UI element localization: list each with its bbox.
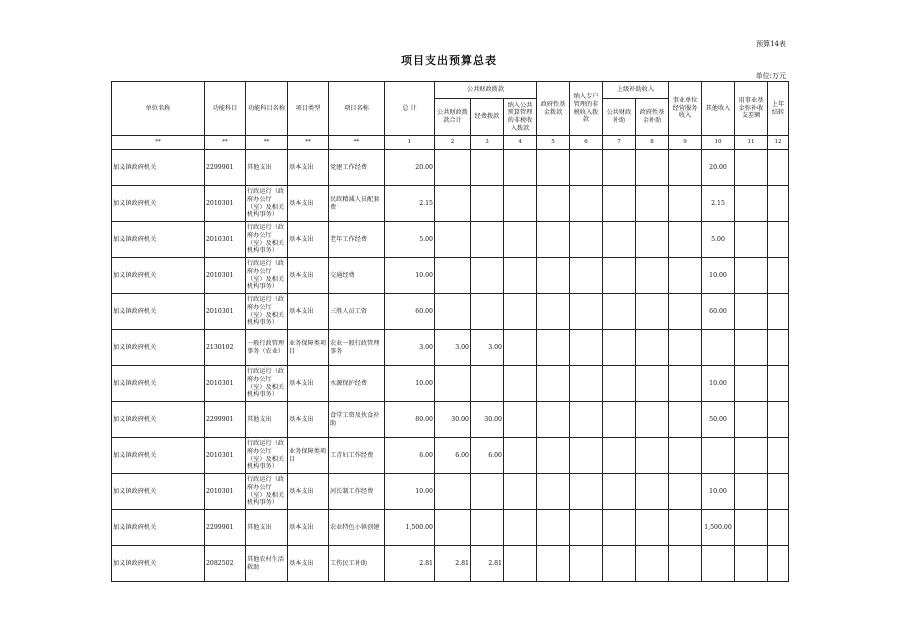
cell-special-mgmt — [570, 474, 603, 510]
cell-service-income — [669, 438, 702, 474]
cell-func-code: 2299901 — [205, 510, 246, 546]
cell-special-mgmt — [570, 186, 603, 222]
cell-total: 3.00 — [385, 330, 435, 366]
cell-func-name: 行政运行（政府办公厅（室）及相关机构事务） — [246, 474, 288, 510]
cell-upper-public — [603, 438, 636, 474]
cell-carryover — [768, 546, 789, 582]
cell-other-income — [702, 546, 735, 582]
cell-career-fund — [735, 402, 768, 438]
cell-func-code: 2299901 — [205, 150, 246, 186]
cell-project-name: 党建工作经费 — [329, 150, 385, 186]
cell-gov-fund — [537, 330, 570, 366]
header-func-code: 功能科目 — [205, 82, 246, 136]
table-row — [112, 546, 789, 582]
cell-funding: 6.00 — [471, 438, 504, 474]
cell-other-income: 5.00 — [702, 222, 735, 258]
cell-func-code: 2010301 — [205, 258, 246, 294]
cell-upper-gov — [636, 546, 669, 582]
index-cell: 2 — [435, 136, 471, 150]
page-number: 预算14表 — [756, 40, 786, 48]
table-row — [112, 438, 789, 474]
cell-project-name: 民政精减人员配套费 — [329, 186, 385, 222]
cell-unit-name: 加义镇政府机关 — [112, 186, 205, 222]
cell-public-finance-total — [435, 186, 471, 222]
index-cell: 5 — [537, 136, 570, 150]
cell-carryover — [768, 366, 789, 402]
cell-special-mgmt — [570, 366, 603, 402]
index-cell: 4 — [504, 136, 537, 150]
cell-project-type: 基本支出 — [288, 510, 329, 546]
cell-public-finance-total — [435, 222, 471, 258]
cell-gov-fund — [537, 150, 570, 186]
cell-total: 80.00 — [385, 402, 435, 438]
header-budget-mgmt: 纳入公共预算管理的非税收入拨款 — [504, 99, 537, 136]
cell-project-type: 基本支出 — [288, 222, 329, 258]
cell-project-type: 基本支出 — [288, 294, 329, 330]
cell-gov-fund — [537, 546, 570, 582]
cell-upper-public — [603, 546, 636, 582]
cell-upper-gov — [636, 438, 669, 474]
cell-upper-gov — [636, 474, 669, 510]
cell-total: 20.00 — [385, 150, 435, 186]
cell-project-type: 业务保障类项目 — [288, 330, 329, 366]
cell-upper-public — [603, 258, 636, 294]
cell-upper-gov — [636, 330, 669, 366]
cell-budget-mgmt — [504, 510, 537, 546]
cell-funding: 30.00 — [471, 402, 504, 438]
cell-career-fund — [735, 294, 768, 330]
index-cell: ** — [205, 136, 246, 150]
header-row-1 — [112, 82, 789, 99]
cell-other-income: 10.00 — [702, 474, 735, 510]
header-func-name: 功能科目名称 — [246, 82, 288, 136]
cell-funding: 3.00 — [471, 330, 504, 366]
cell-func-name: 其他支出 — [246, 402, 288, 438]
cell-budget-mgmt — [504, 258, 537, 294]
budget-table — [111, 81, 789, 582]
cell-carryover — [768, 150, 789, 186]
cell-service-income — [669, 402, 702, 438]
cell-public-finance-total — [435, 366, 471, 402]
cell-special-mgmt — [570, 150, 603, 186]
table-row — [112, 294, 789, 330]
cell-unit-name: 加义镇政府机关 — [112, 438, 205, 474]
cell-upper-gov — [636, 222, 669, 258]
cell-unit-name: 加义镇政府机关 — [112, 222, 205, 258]
cell-project-name: 工伤民工补助 — [329, 546, 385, 582]
cell-upper-gov — [636, 258, 669, 294]
cell-public-finance-total — [435, 150, 471, 186]
cell-carryover — [768, 222, 789, 258]
cell-project-name: 工青妇工作经费 — [329, 438, 385, 474]
table-row — [112, 474, 789, 510]
cell-project-name: 水源保护经费 — [329, 366, 385, 402]
cell-total: 10.00 — [385, 366, 435, 402]
cell-func-name: 行政运行（政府办公厅（室）及相关机构事务） — [246, 366, 288, 402]
cell-upper-public — [603, 150, 636, 186]
header-public-finance: 公共财政拨款 — [435, 82, 537, 99]
header-other-income: 其他收入 — [702, 82, 735, 136]
header-project-name: 项目名称 — [329, 82, 385, 136]
cell-total: 60.00 — [385, 294, 435, 330]
cell-unit-name: 加义镇政府机关 — [112, 294, 205, 330]
cell-project-name: 交通经费 — [329, 258, 385, 294]
cell-project-name: 农业特色小镇创建 — [329, 510, 385, 546]
cell-career-fund — [735, 546, 768, 582]
cell-budget-mgmt — [504, 438, 537, 474]
cell-career-fund — [735, 222, 768, 258]
cell-other-income: 20.00 — [702, 150, 735, 186]
table-row — [112, 366, 789, 402]
cell-service-income — [669, 510, 702, 546]
cell-special-mgmt — [570, 438, 603, 474]
cell-total: 6.00 — [385, 438, 435, 474]
cell-total: 10.00 — [385, 258, 435, 294]
index-cell: ** — [329, 136, 385, 150]
cell-unit-name: 加义镇政府机关 — [112, 510, 205, 546]
cell-career-fund — [735, 510, 768, 546]
header-service-income: 事业单位经营服务收入 — [669, 82, 702, 136]
cell-func-code: 2010301 — [205, 222, 246, 258]
cell-funding — [471, 150, 504, 186]
cell-public-finance-total — [435, 474, 471, 510]
cell-gov-fund — [537, 222, 570, 258]
cell-budget-mgmt — [504, 402, 537, 438]
cell-unit-name: 加义镇政府机关 — [112, 366, 205, 402]
cell-carryover — [768, 330, 789, 366]
cell-budget-mgmt — [504, 366, 537, 402]
cell-upper-public — [603, 474, 636, 510]
cell-project-type: 业务保障类项目 — [288, 438, 329, 474]
index-cell: ** — [288, 136, 329, 150]
cell-service-income — [669, 294, 702, 330]
cell-budget-mgmt — [504, 546, 537, 582]
cell-other-income — [702, 330, 735, 366]
index-cell: 1 — [385, 136, 435, 150]
cell-gov-fund — [537, 474, 570, 510]
header-unit-name: 单位名称 — [112, 82, 205, 136]
header-special-mgmt: 纳入专户管理的非税收入拨款 — [570, 82, 603, 136]
cell-upper-gov — [636, 366, 669, 402]
cell-service-income — [669, 474, 702, 510]
cell-special-mgmt — [570, 510, 603, 546]
header-total: 总 计 — [385, 82, 435, 136]
index-cell: 3 — [471, 136, 504, 150]
cell-service-income — [669, 186, 702, 222]
cell-carryover — [768, 438, 789, 474]
cell-func-name: 其他农村生活救助 — [246, 546, 288, 582]
table-row — [112, 222, 789, 258]
cell-func-code: 2010301 — [205, 474, 246, 510]
cell-unit-name: 加义镇政府机关 — [112, 474, 205, 510]
cell-project-name: 食堂工资及伙食补助 — [329, 402, 385, 438]
cell-special-mgmt — [570, 294, 603, 330]
cell-total: 2.81 — [385, 546, 435, 582]
cell-other-income — [702, 438, 735, 474]
cell-func-code: 2010301 — [205, 438, 246, 474]
cell-other-income: 60.00 — [702, 294, 735, 330]
cell-budget-mgmt — [504, 150, 537, 186]
cell-budget-mgmt — [504, 294, 537, 330]
cell-service-income — [669, 258, 702, 294]
cell-total: 1,500.00 — [385, 510, 435, 546]
cell-gov-fund — [537, 186, 570, 222]
cell-public-finance-total: 30.00 — [435, 402, 471, 438]
cell-project-type: 基本支出 — [288, 474, 329, 510]
cell-public-finance-total — [435, 510, 471, 546]
cell-carryover — [768, 186, 789, 222]
cell-funding — [471, 474, 504, 510]
cell-gov-fund — [537, 294, 570, 330]
header-upper-public: 公共财政补助 — [603, 99, 636, 136]
cell-func-name: 行政运行（政府办公厅（室）及相关机构事务） — [246, 258, 288, 294]
cell-func-name: 其他支出 — [246, 510, 288, 546]
cell-other-income: 10.00 — [702, 258, 735, 294]
cell-carryover — [768, 258, 789, 294]
index-cell: 7 — [603, 136, 636, 150]
index-cell: ** — [246, 136, 288, 150]
index-cell: ** — [112, 136, 205, 150]
cell-unit-name: 加义镇政府机关 — [112, 546, 205, 582]
cell-other-income: 50.00 — [702, 402, 735, 438]
cell-project-type: 基本支出 — [288, 402, 329, 438]
page-title: 项目支出预算总表 — [401, 54, 497, 67]
cell-public-finance-total: 3.00 — [435, 330, 471, 366]
cell-funding — [471, 366, 504, 402]
cell-func-name: 行政运行（政府办公厅（室）及相关机构事务） — [246, 294, 288, 330]
cell-funding — [471, 222, 504, 258]
cell-gov-fund — [537, 510, 570, 546]
header-project-type: 项目类型 — [288, 82, 329, 136]
cell-special-mgmt — [570, 330, 603, 366]
cell-carryover — [768, 510, 789, 546]
cell-func-code: 2010301 — [205, 186, 246, 222]
cell-budget-mgmt — [504, 186, 537, 222]
cell-project-name: 三胜人员工资 — [329, 294, 385, 330]
cell-total: 5.00 — [385, 222, 435, 258]
cell-func-name: 行政运行（政府办公厅（室）及相关机构事务） — [246, 186, 288, 222]
cell-carryover — [768, 402, 789, 438]
index-cell: 9 — [669, 136, 702, 150]
cell-service-income — [669, 150, 702, 186]
cell-total: 2.15 — [385, 186, 435, 222]
cell-budget-mgmt — [504, 474, 537, 510]
cell-upper-gov — [636, 294, 669, 330]
cell-upper-public — [603, 330, 636, 366]
cell-total: 10.00 — [385, 474, 435, 510]
cell-unit-name: 加义镇政府机关 — [112, 258, 205, 294]
cell-career-fund — [735, 258, 768, 294]
cell-gov-fund — [537, 402, 570, 438]
cell-func-code: 2082502 — [205, 546, 246, 582]
cell-budget-mgmt — [504, 222, 537, 258]
cell-func-code: 2010301 — [205, 366, 246, 402]
cell-upper-public — [603, 366, 636, 402]
cell-funding — [471, 294, 504, 330]
cell-func-name: 行政运行（政府办公厅（室）及相关机构事务） — [246, 222, 288, 258]
table-row — [112, 402, 789, 438]
cell-project-name: 农业一般行政管理事务 — [329, 330, 385, 366]
cell-funding — [471, 510, 504, 546]
cell-service-income — [669, 330, 702, 366]
cell-public-finance-total: 6.00 — [435, 438, 471, 474]
table-row — [112, 150, 789, 186]
cell-career-fund — [735, 474, 768, 510]
table-row — [112, 186, 789, 222]
cell-other-income: 1,500.00 — [702, 510, 735, 546]
cell-project-type: 基本支出 — [288, 150, 329, 186]
cell-unit-name: 加义镇政府机关 — [112, 150, 205, 186]
cell-func-code: 2130102 — [205, 330, 246, 366]
cell-other-income: 2.15 — [702, 186, 735, 222]
header-carryover: 上年结转 — [768, 82, 789, 136]
cell-upper-public — [603, 186, 636, 222]
cell-project-type: 基本支出 — [288, 258, 329, 294]
header-funding: 经费拨款 — [471, 99, 504, 136]
cell-funding — [471, 258, 504, 294]
cell-budget-mgmt — [504, 330, 537, 366]
cell-project-type: 基本支出 — [288, 546, 329, 582]
table-row — [112, 510, 789, 546]
cell-gov-fund — [537, 258, 570, 294]
header-upper-gov: 政府性基金补助 — [636, 99, 669, 136]
unit-label: 单位:万元 — [755, 72, 786, 80]
cell-public-finance-total: 2.81 — [435, 546, 471, 582]
cell-gov-fund — [537, 438, 570, 474]
cell-upper-public — [603, 222, 636, 258]
cell-project-type: 基本支出 — [288, 186, 329, 222]
cell-special-mgmt — [570, 402, 603, 438]
cell-service-income — [669, 366, 702, 402]
cell-career-fund — [735, 366, 768, 402]
header-career-fund: 用事业基金弥补收支差额 — [735, 82, 768, 136]
cell-special-mgmt — [570, 546, 603, 582]
cell-upper-public — [603, 510, 636, 546]
cell-career-fund — [735, 186, 768, 222]
cell-func-name: 行政运行（政府办公厅（室）及相关机构事务） — [246, 438, 288, 474]
table-row — [112, 258, 789, 294]
cell-funding: 2.81 — [471, 546, 504, 582]
cell-unit-name: 加义镇政府机关 — [112, 402, 205, 438]
header-upper-subsidy: 上级补助收入 — [603, 82, 669, 99]
cell-func-name: 其他支出 — [246, 150, 288, 186]
index-cell: 6 — [570, 136, 603, 150]
cell-upper-public — [603, 294, 636, 330]
cell-carryover — [768, 294, 789, 330]
index-cell: 10 — [702, 136, 735, 150]
index-cell: 11 — [735, 136, 768, 150]
cell-service-income — [669, 546, 702, 582]
cell-upper-public — [603, 402, 636, 438]
cell-func-name: 一般行政管理事务（农业） — [246, 330, 288, 366]
index-cell: 8 — [636, 136, 669, 150]
cell-other-income: 10.00 — [702, 366, 735, 402]
cell-project-type: 基本支出 — [288, 366, 329, 402]
cell-project-name: 河长制工作经费 — [329, 474, 385, 510]
cell-special-mgmt — [570, 222, 603, 258]
cell-gov-fund — [537, 366, 570, 402]
cell-upper-gov — [636, 150, 669, 186]
cell-upper-gov — [636, 402, 669, 438]
cell-career-fund — [735, 150, 768, 186]
cell-special-mgmt — [570, 258, 603, 294]
cell-carryover — [768, 474, 789, 510]
cell-public-finance-total — [435, 258, 471, 294]
cell-service-income — [669, 222, 702, 258]
index-row — [112, 136, 789, 150]
cell-upper-gov — [636, 186, 669, 222]
cell-funding — [471, 186, 504, 222]
cell-career-fund — [735, 438, 768, 474]
cell-unit-name: 加义镇政府机关 — [112, 330, 205, 366]
table-row — [112, 330, 789, 366]
cell-upper-gov — [636, 510, 669, 546]
cell-func-code: 2299901 — [205, 402, 246, 438]
header-gov-fund: 政府性基金拨款 — [537, 82, 570, 136]
cell-career-fund — [735, 330, 768, 366]
header-public-finance-total: 公共财政拨款合计 — [435, 99, 471, 136]
index-cell: 12 — [768, 136, 789, 150]
cell-project-name: 老年工作经费 — [329, 222, 385, 258]
cell-public-finance-total — [435, 294, 471, 330]
cell-func-code: 2010301 — [205, 294, 246, 330]
